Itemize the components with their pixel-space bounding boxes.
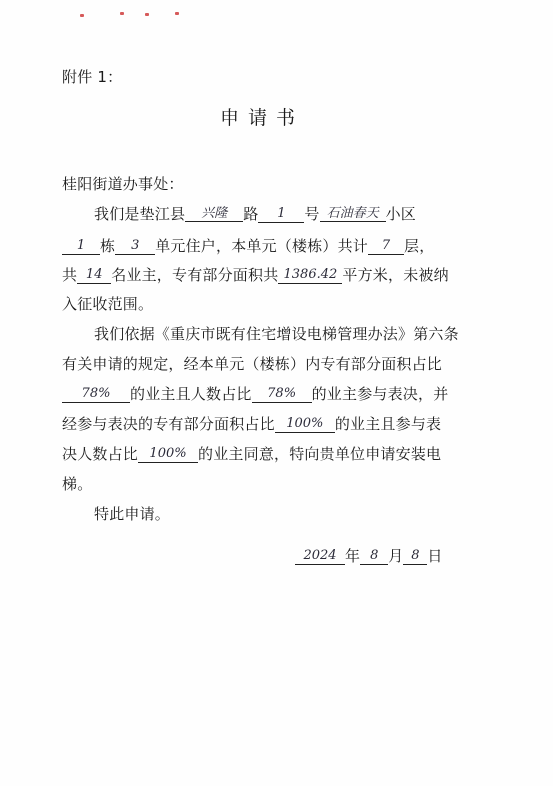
p1-line2: [62, 235, 434, 256]
red-mark: [145, 13, 149, 16]
area-ratio-field: [62, 385, 130, 403]
community-value: 石油春天: [326, 206, 379, 221]
closing-text: 特此申请。: [94, 505, 171, 523]
text-segment: 栋: [100, 237, 116, 255]
floors-value: 7: [381, 238, 391, 253]
area-ratio-value: 78%: [81, 386, 111, 401]
text-segment: 号: [304, 205, 320, 223]
text-segment: 我们是垫江县: [94, 205, 186, 223]
text-segment: 小区: [385, 205, 417, 223]
agree-area-ratio-value: 100%: [286, 416, 324, 431]
p1-line3: [62, 264, 449, 285]
text-segment: 单元住户，本单元（楼栋）共计: [155, 237, 369, 255]
text-segment: 层，: [404, 237, 435, 255]
text-segment: 平方米，未被纳: [342, 266, 449, 284]
p2-line1: 我们依据《重庆市既有住宅增设电梯管理办法》第六条: [94, 325, 459, 343]
page-title: 申请书: [220, 107, 305, 129]
year-field: [295, 547, 345, 565]
text-segment: 名业主，专有部分面积共: [111, 266, 279, 284]
building-value: 1: [76, 238, 86, 253]
area-field: [278, 266, 342, 284]
p1-line1: [94, 203, 416, 224]
number-field: [258, 205, 304, 223]
agree-area-ratio-field: [275, 415, 335, 433]
area-value: 1386.42: [283, 267, 338, 282]
date-line: [295, 545, 443, 566]
owners-field: [77, 266, 111, 284]
year-value: 2024: [303, 548, 337, 563]
agree-people-ratio-field: [138, 445, 198, 463]
month-value: 8: [370, 548, 379, 563]
text-segment: 的业主同意，特向贵单位申请安装电: [198, 445, 442, 463]
building-field: [62, 237, 100, 255]
road-field: [185, 204, 243, 222]
month-field: [360, 547, 388, 565]
floors-field: [368, 237, 404, 255]
number-value: 1: [277, 206, 286, 221]
people-ratio-value: 78%: [267, 386, 297, 401]
month-label: 月: [388, 547, 404, 565]
text-segment: 的业主且参与表: [334, 415, 442, 433]
attachment-label: 附件 1：: [62, 68, 123, 86]
p2-line4: [62, 413, 441, 434]
text-segment: 的业主参与表决，并: [311, 385, 449, 403]
agree-people-ratio-value: 100%: [149, 446, 187, 461]
p1-line4: 入征收范围。: [62, 295, 154, 313]
red-mark: [175, 12, 179, 15]
road-value: 兴隆: [201, 206, 228, 221]
text-segment: 的业主且人数占比: [130, 385, 252, 403]
p2-line5: [62, 443, 441, 464]
day-label: 日: [427, 547, 443, 565]
text-segment: 决人数占比: [62, 445, 139, 463]
p2-line6: 梯。: [62, 475, 93, 493]
day-value: 8: [411, 548, 420, 563]
p2-line2: 有关申请的规定，经本单元（楼栋）内专有部分面积占比: [62, 355, 443, 373]
unit-value: 3: [131, 238, 140, 253]
red-mark: [80, 14, 84, 17]
text-segment: 经参与表决的专有部分面积占比: [62, 415, 275, 433]
p2-line3: [62, 383, 448, 404]
people-ratio-field: [252, 385, 312, 403]
red-mark: [120, 12, 124, 15]
community-field: [320, 204, 386, 222]
unit-field: [115, 237, 155, 255]
text-segment: 共: [62, 266, 78, 284]
year-label: 年: [345, 547, 361, 565]
owners-value: 14: [85, 267, 103, 282]
text-segment: 路: [243, 205, 259, 223]
day-field: [403, 547, 427, 565]
addressee: 桂阳街道办事处：: [62, 175, 184, 193]
